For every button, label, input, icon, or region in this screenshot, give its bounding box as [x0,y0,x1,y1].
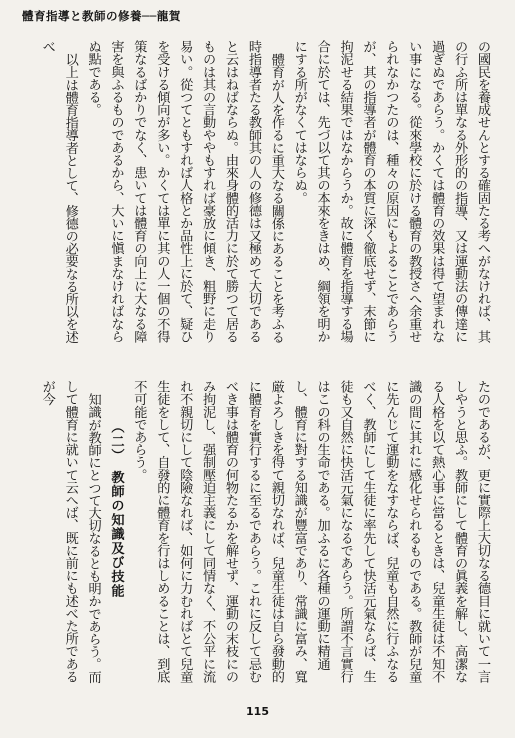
page-number: 115 [246,705,269,718]
lower-text-block [23,380,493,692]
paragraph: の國民を養成せんとする確固たる考へがなければ、其の行ふ所は單なる外形的の指導、又は運動法の傳達に過ぎぬであらう。かくては體育の效果は得て望まれない事になる。從來學校に於ける體育の教授さへ余重せられなかつたのは、種々の原因にもよることであらうが、其の指導者が體育の本質に深く徹底せず、末節に拘泥せる結果ではなからうか。故に體育を指導する場合に於ては、先づ以て其の本來をきはめ、綱領を明かにする所がなくてはならぬ。 [291,40,490,343]
paragraph: 體育が人を作るに重大なる關係にあることを考ふる時指導者たる教師其の人の修德は又極めて大切であると云はねばならぬ。由來身體的活力に於て勝つて居るものは其の言動ややもすれば豪放に傾き、粗野に走り易い。從つてともすれば人格とか品性上に於て、疑ひを受ける傾向が多い。かくては單に其の人一個の不得策なるばかりでなく、患いては體育の向上に大なる障害を與ふるものであるから、大いに愼まなければならぬ點である。 [85,40,284,343]
upper-text-block [23,40,493,352]
paragraph: 以上は體育指導者として、修德の必要なる所以を述べ [39,40,78,343]
paragraph: たのであるが、更に實際上大切なる德目に就いて一言しやうと思ふ。教師にして體育の眞義を解し、高潔なる人格を以て熱心事に當るときは、兒童生徒は不知不識の間に其れに感化せられるものである。教師が兒童に先んじて運動をなすならば、兒童も自然に行ふなるべく、教師にして生徒に率先して快活元氣ならば、生徒も又自然に快活元氣になるであらう。所謂不言實行はこの科の生命である。加ふるに各種の運動に精通し、體育に對する知識が豐富であり、常識に富み、寬厳よろしきを得て親切なれば、兒童生徒は自ら發動的に體育を實行するに至るであらう。これに反して忌むべき事は體育の何物たるかを解せず、運動の末枝にのみ拘泥し、强制壓迫主義にして同情なく、不公平に流れ不親切にして陰險なれば、如何に力むればとて兒童生徒をして、自發的に體育を行はしめることは、到底不可能であらう。 [131,380,490,683]
running-header: 體育指導と教師の修養──龍賀 [22,9,181,23]
paragraph: 知識が教師にとつて大切なるとも明かであらう。而して體育に就いて云へば、既に前にも述べた所であるが今 [39,380,101,683]
section-heading: （二） 教師の知識及び技能 [108,419,124,598]
